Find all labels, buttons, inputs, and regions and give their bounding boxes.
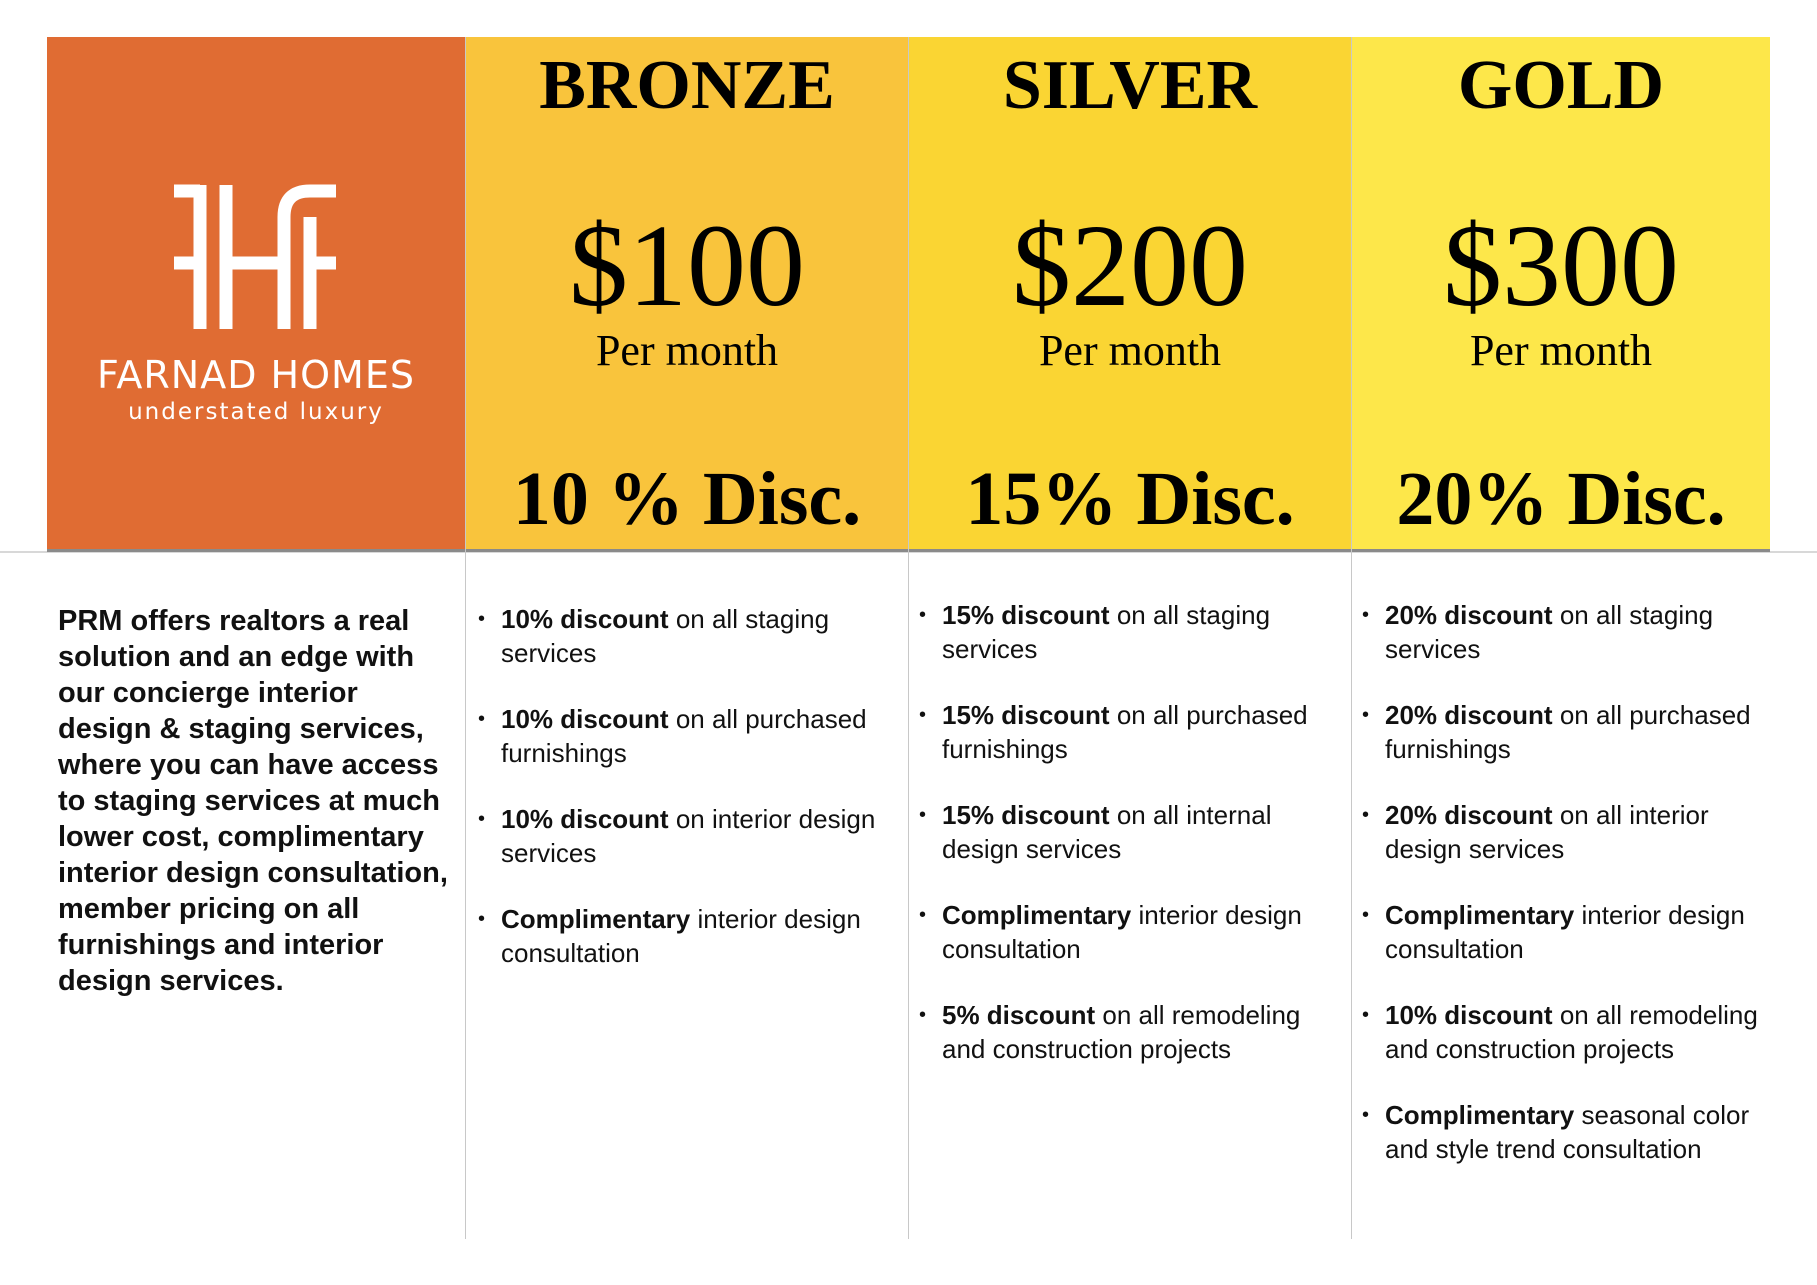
bullet-icon: • — [919, 1004, 927, 1026]
feature-text: on all purchased furnishings — [942, 700, 1308, 764]
bullet-icon: • — [478, 608, 486, 630]
brand-tagline: understated luxury — [128, 399, 384, 425]
bullet-icon: • — [478, 908, 486, 930]
tier-period: Per month — [595, 326, 779, 375]
tier-period: Per month — [1469, 326, 1653, 375]
feature-highlight: Complimentary — [1385, 1100, 1575, 1130]
feature-item — [478, 602, 903, 670]
feature-item — [1362, 1098, 1762, 1166]
bullet-icon: • — [1362, 704, 1370, 726]
tier-header-silver — [909, 37, 1351, 551]
tier-price: $300 — [1443, 200, 1679, 331]
feature-text: interior design consultation — [1385, 900, 1745, 964]
feature-list-silver — [919, 598, 1344, 1098]
tier-name: SILVER — [1002, 47, 1258, 124]
fh-monogram-icon — [160, 177, 350, 337]
feature-text: interior design consultation — [942, 900, 1302, 964]
feature-highlight: 15% discount — [942, 600, 1110, 630]
bullet-icon: • — [1362, 904, 1370, 926]
tier-header-bronze — [466, 37, 908, 551]
feature-item — [478, 902, 903, 970]
feature-item — [1362, 998, 1762, 1066]
bullet-icon: • — [478, 808, 486, 830]
feature-highlight: Complimentary — [942, 900, 1132, 930]
feature-text: on all purchased furnishings — [1385, 700, 1751, 764]
feature-text: interior design consultation — [501, 904, 861, 968]
feature-item — [1362, 798, 1762, 866]
feature-highlight: 10% discount — [1385, 1000, 1553, 1030]
feature-highlight: 20% discount — [1385, 600, 1553, 630]
bullet-icon: • — [919, 904, 927, 926]
feature-highlight: 5% discount — [942, 1000, 1096, 1030]
intro-text: PRM offers realtors a real solution and an edge with our concierge interior design & staging services, where you can have access to staging services at much lower cost, complimentary interior design consultation, member pricing on all furnishings and interior design services. — [58, 605, 448, 997]
feature-text: on all staging services — [942, 600, 1271, 664]
bullet-icon: • — [919, 704, 927, 726]
tier-discount: 20% Disc. — [1396, 457, 1726, 541]
feature-item — [919, 798, 1344, 866]
feature-highlight: 15% discount — [942, 800, 1110, 830]
feature-item — [919, 598, 1344, 666]
feature-item — [1362, 898, 1762, 966]
feature-highlight: 10% discount — [501, 604, 669, 634]
tier-name: GOLD — [1457, 47, 1665, 124]
feature-text: on all staging services — [501, 604, 830, 668]
feature-item — [1362, 598, 1762, 666]
feature-item — [1362, 698, 1762, 766]
feature-text: on all interior design services — [1385, 800, 1709, 864]
feature-item — [478, 802, 903, 870]
feature-text: on all remodeling and construction projects — [1385, 1000, 1758, 1064]
feature-highlight: 20% discount — [1385, 800, 1553, 830]
tier-price: $100 — [569, 200, 805, 331]
bullet-icon: • — [478, 708, 486, 730]
feature-highlight: 10% discount — [501, 704, 669, 734]
bullet-icon: • — [1362, 804, 1370, 826]
tier-discount: 15% Disc. — [965, 457, 1295, 541]
brand-panel — [47, 37, 465, 551]
feature-text: on all remodeling and construction projects — [942, 1000, 1301, 1064]
brand-name: FARNAD HOMES — [97, 353, 415, 397]
tier-name: BRONZE — [539, 47, 835, 124]
feature-item — [919, 898, 1344, 966]
feature-highlight: 15% discount — [942, 700, 1110, 730]
bullet-icon: • — [919, 804, 927, 826]
tier-period: Per month — [1038, 326, 1222, 375]
bullet-icon: • — [1362, 1004, 1370, 1026]
tier-header-gold — [1352, 37, 1770, 551]
feature-text: on interior design services — [501, 804, 876, 868]
column-divider — [908, 37, 909, 1239]
bullet-icon: • — [1362, 604, 1370, 626]
feature-text: on all internal design services — [942, 800, 1272, 864]
column-divider — [465, 37, 466, 1239]
feature-item — [919, 698, 1344, 766]
feature-item — [919, 998, 1344, 1066]
bullet-icon: • — [919, 604, 927, 626]
feature-list-gold — [1362, 598, 1762, 1198]
feature-text: on all purchased furnishings — [501, 704, 867, 768]
column-divider — [1351, 37, 1352, 1239]
bullet-icon: • — [1362, 1104, 1370, 1126]
feature-highlight: Complimentary — [501, 904, 691, 934]
tier-discount: 10 % Disc. — [512, 457, 862, 541]
feature-item — [478, 702, 903, 770]
feature-highlight: Complimentary — [1385, 900, 1575, 930]
feature-list-bronze — [478, 602, 903, 1002]
feature-text: on all staging services — [1385, 600, 1714, 664]
feature-highlight: 20% discount — [1385, 700, 1553, 730]
feature-text: seasonal color and style trend consultation — [1385, 1100, 1750, 1164]
tier-price: $200 — [1012, 200, 1248, 331]
feature-highlight: 10% discount — [501, 804, 669, 834]
